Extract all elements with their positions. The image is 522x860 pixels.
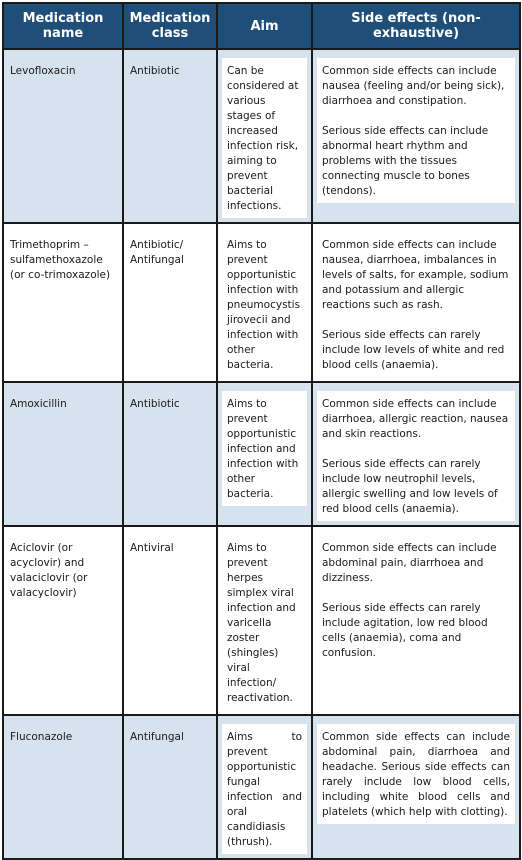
common-side-effects: Common side effects can include nausea, diarrhoea, imbalances in levels of salts, for example, sodium and potassium and allergic reactions such as rash. bbox=[322, 239, 509, 311]
cell-aim bbox=[217, 223, 312, 382]
aim-text: Aims to prevent opportunistic fungal infection and oral candidiasis (thrush). bbox=[222, 724, 307, 854]
aim-text: Aims to prevent opportunistic infection with pneumocystis jirovecii and infection with other bacteria. bbox=[222, 232, 307, 377]
aim-text: Can be considered at various stages of increased infection risk, aiming to prevent bacterial infections. bbox=[222, 58, 307, 218]
serious-side-effects: Serious side effects can rarely include low levels of white and red blood cells (anaemia). bbox=[322, 329, 505, 371]
aim-text: Aims to prevent opportunistic infection and infection with other bacteria. bbox=[222, 391, 307, 506]
cell-medication-class: Antifungal bbox=[123, 715, 217, 859]
medication-table bbox=[2, 2, 521, 860]
header-medication-class: Medication class bbox=[123, 3, 217, 49]
table-row-trimethoprim bbox=[3, 223, 520, 382]
cell-side-effects bbox=[312, 382, 520, 526]
cell-medication-class: Antiviral bbox=[123, 526, 217, 715]
common-side-effects: Common side effects can include nausea (feeling and/or being sick), diarrhoea and constipation. bbox=[322, 65, 505, 107]
cell-side-effects bbox=[312, 715, 520, 859]
table-row-levofloxacin bbox=[3, 49, 520, 223]
cell-medication-name: Aciclovir (or acyclovir) and valaciclovir (or valacyclovir) bbox=[3, 526, 123, 715]
cell-medication-name: Trimethoprim – sulfamethoxazole (or co-trimoxazole) bbox=[3, 223, 123, 382]
header-medication-name: Medication name bbox=[3, 3, 123, 49]
header-aim: Aim bbox=[217, 3, 312, 49]
serious-side-effects: Serious side effects can include abnormal heart rhythm and problems with the tissues connecting muscle to bones (tendons). bbox=[322, 125, 489, 197]
cell-medication-class: Antibiotic/ Antifungal bbox=[123, 223, 217, 382]
table-row-amoxicillin bbox=[3, 382, 520, 526]
cell-aim bbox=[217, 526, 312, 715]
table-header-row bbox=[3, 3, 520, 49]
cell-side-effects bbox=[312, 223, 520, 382]
header-side-effects: Side effects (non-exhaustive) bbox=[312, 3, 520, 49]
table-row-fluconazole bbox=[3, 715, 520, 859]
common-side-effects: Common side effects can include diarrhoea, allergic reaction, nausea and skin reactions. bbox=[322, 398, 509, 440]
serious-side-effects: Serious side effects can rarely include agitation, low red blood cells (anaemia), coma and confusion. bbox=[322, 602, 488, 659]
cell-medication-class: Antibiotic bbox=[123, 382, 217, 526]
cell-medication-name: Fluconazole bbox=[3, 715, 123, 859]
common-side-effects: Common side effects can include abdominal pain, diarrhoea and headache. Serious side effects can rarely include low blood cells, including white blood cells and platelets (which help with clotting). bbox=[322, 731, 510, 818]
cell-medication-name: Amoxicillin bbox=[3, 382, 123, 526]
aim-text: Aims to prevent herpes simplex viral infection and varicella zoster (shingles) viral infection/ reactivation. bbox=[222, 535, 307, 710]
cell-medication-name: Levofloxacin bbox=[3, 49, 123, 223]
cell-aim bbox=[217, 382, 312, 526]
cell-aim bbox=[217, 49, 312, 223]
cell-side-effects bbox=[312, 526, 520, 715]
common-side-effects: Common side effects can include abdominal pain, diarrhoea and dizziness. bbox=[322, 542, 497, 584]
serious-side-effects: Serious side effects can rarely include low neutrophil levels, allergic swelling and low levels of red blood cells (anaemia). bbox=[322, 458, 498, 515]
cell-medication-class: Antibiotic bbox=[123, 49, 217, 223]
cell-aim bbox=[217, 715, 312, 859]
table-row-aciclovir bbox=[3, 526, 520, 715]
cell-side-effects bbox=[312, 49, 520, 223]
medication-table-container bbox=[2, 2, 519, 860]
